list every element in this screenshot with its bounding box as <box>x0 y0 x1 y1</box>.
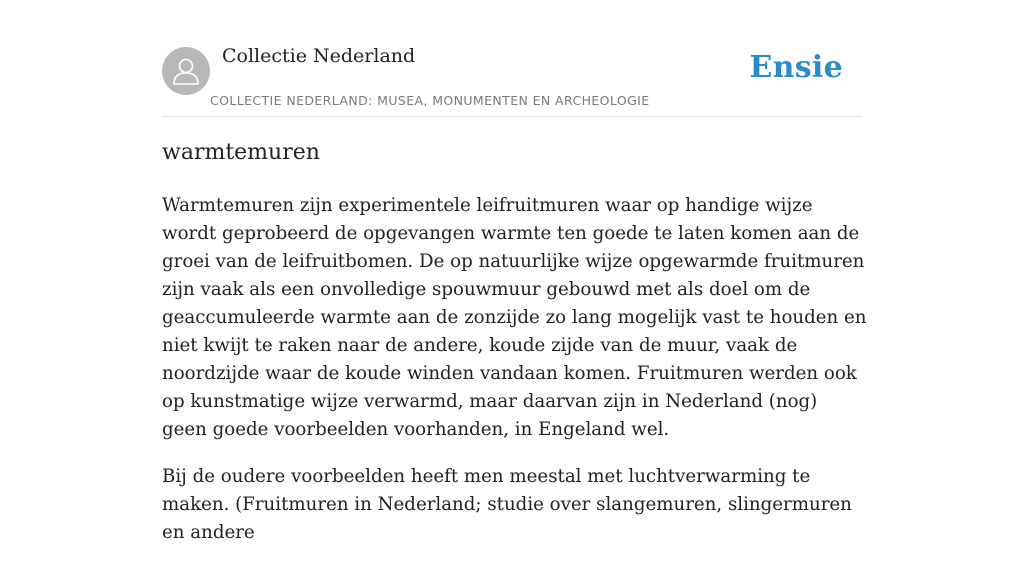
article-header <box>162 0 862 117</box>
paragraph: Warmtemuren zijn experimentele leifruitmuren waar op handige wijze wordt geprobeerd de opgevangen warmte ten goede te laten komen aan de groei van de leifruitbomen. De op natuurlijke wijze opgewarmde fruitmuren zijn vaak als een onvolledige spouwmuur gebouwd met als doel om de geaccumuleerde warmte aan de zonzijde zo lang mogelijk vast te houden en niet kwijt te raken naar de andere, koude zijde van de muur, vaak de noordzijde waar de koude winden vandaan komen. Fruitmuren werden ook op kunstmatige wijze verwarmd, maar daarvan zijn in Nederland (nog) geen goede voorbeelden voorhanden, in Engeland wel. <box>162 195 867 440</box>
author-name[interactable]: Collectie Nederland <box>222 45 416 67</box>
page <box>162 0 867 543</box>
ensie-logo[interactable]: Ensie <box>749 50 843 85</box>
article-body <box>162 192 867 566</box>
article-title: warmtemuren <box>162 140 320 165</box>
user-avatar-icon[interactable] <box>162 47 210 95</box>
source-label[interactable]: COLLECTIE NEDERLAND: MUSEA, MONUMENTEN EN ARCHEOLOGIE <box>210 93 650 108</box>
paragraph: Bij de oudere voorbeelden heeft men meestal met luchtverwarming te maken. (Fruitmuren in Nederland; studie over slangemuren, slingermuren en andere <box>162 466 852 543</box>
